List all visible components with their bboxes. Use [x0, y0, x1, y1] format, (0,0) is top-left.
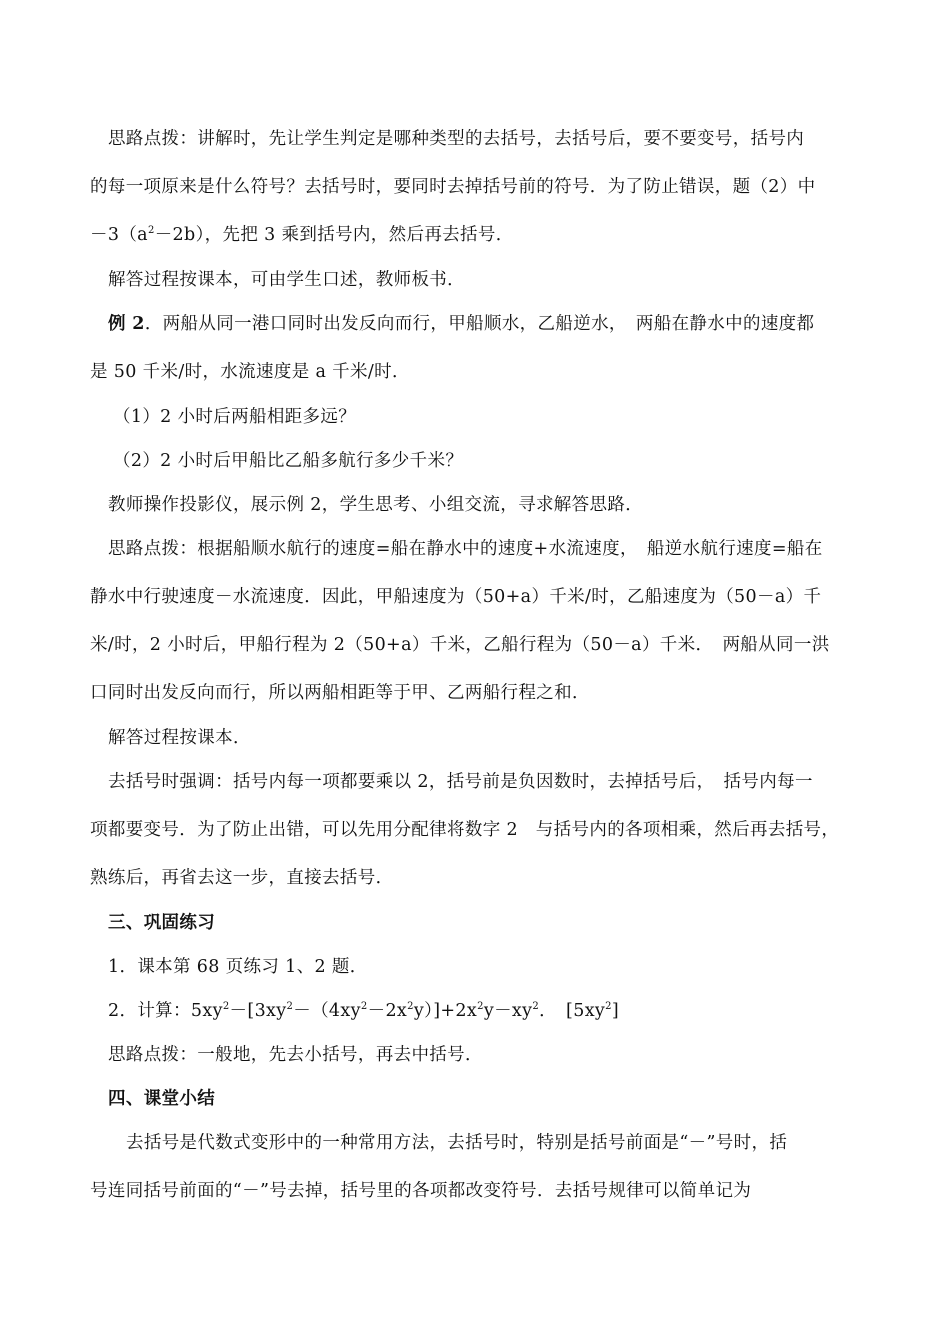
- text-line: 解答过程按课本，可由学生口述，教师板书．: [108, 270, 465, 290]
- text-line: 三、巩固练习: [108, 913, 216, 933]
- text-line: 号连同括号前面的“－”号去掉，括号里的各项都改变符号．去括号规律可以简单记为: [90, 1181, 752, 1201]
- text-line: 口同时出发反向而行，所以两船相距等于甲、乙两船行程之和．: [90, 683, 590, 703]
- text-line: 例 2．两船从同一港口同时出发反向而行，甲船顺水，乙船逆水， 两船在静水中的速度都: [108, 314, 815, 334]
- text-line: 思路点拨：讲解时，先让学生判定是哪种类型的去括号，去括号后，要不要变号，括号内: [108, 129, 805, 149]
- text-line: 是 50 千米/时，水流速度是 a 千米/时．: [90, 362, 410, 382]
- text-line: 2．计算：$5xy^2-[3xy^2-(4xy^2-2x^2y)]+2x^2y-xy^2$． $[5xy^2]$: [108, 1001, 620, 1021]
- text-line: 思路点拨：根据船顺水航行的速度=船在静水中的速度+水流速度， 船逆水航行速度=船在: [108, 539, 823, 559]
- text-line: 米/时，2 小时后，甲船行程为 2（50+a）千米，乙船行程为（50－a）千米． 两船从同一洪: [90, 635, 830, 655]
- text-line: 项都要变号．为了防止出错，可以先用分配律将数字 2 与括号内的各项相乘，然后再去括号，: [90, 820, 840, 840]
- text-line: 静水中行驶速度－水流速度．因此，甲船速度为（50+a）千米/时，乙船速度为（50－a）千: [90, 587, 822, 607]
- text-line: 四、课堂小结: [108, 1089, 216, 1109]
- text-line: 去括号时强调：括号内每一项都要乘以 2，括号前是负因数时，去掉括号后， 括号内每一: [108, 772, 813, 792]
- text-line: （1）2 小时后两船相距多远？: [113, 407, 357, 427]
- text-line: 去括号是代数式变形中的一种常用方法，去括号时，特别是括号前面是“－”号时，括: [126, 1133, 788, 1153]
- text-line: 教师操作投影仪，展示例 2，学生思考、小组交流，寻求解答思路．: [108, 495, 644, 515]
- text-line: （2）2 小时后甲船比乙船多航行多少千米？: [113, 451, 464, 471]
- text-line: 1．课本第 68 页练习 1、2 题．: [108, 957, 368, 977]
- text-line: 思路点拨：一般地，先去小括号，再去中括号．: [108, 1045, 483, 1065]
- text-line: 的每一项原来是什么符号？去括号时，要同时去掉括号前的符号．为了防止错误，题（2）中: [90, 177, 816, 197]
- text-line: 解答过程按课本．: [108, 728, 251, 748]
- text-line: 熟练后，再省去这一步，直接去括号．: [90, 868, 394, 888]
- text-line: $-3(a^2-2b)$，先把 3 乘到括号内，然后再去括号．: [90, 225, 514, 245]
